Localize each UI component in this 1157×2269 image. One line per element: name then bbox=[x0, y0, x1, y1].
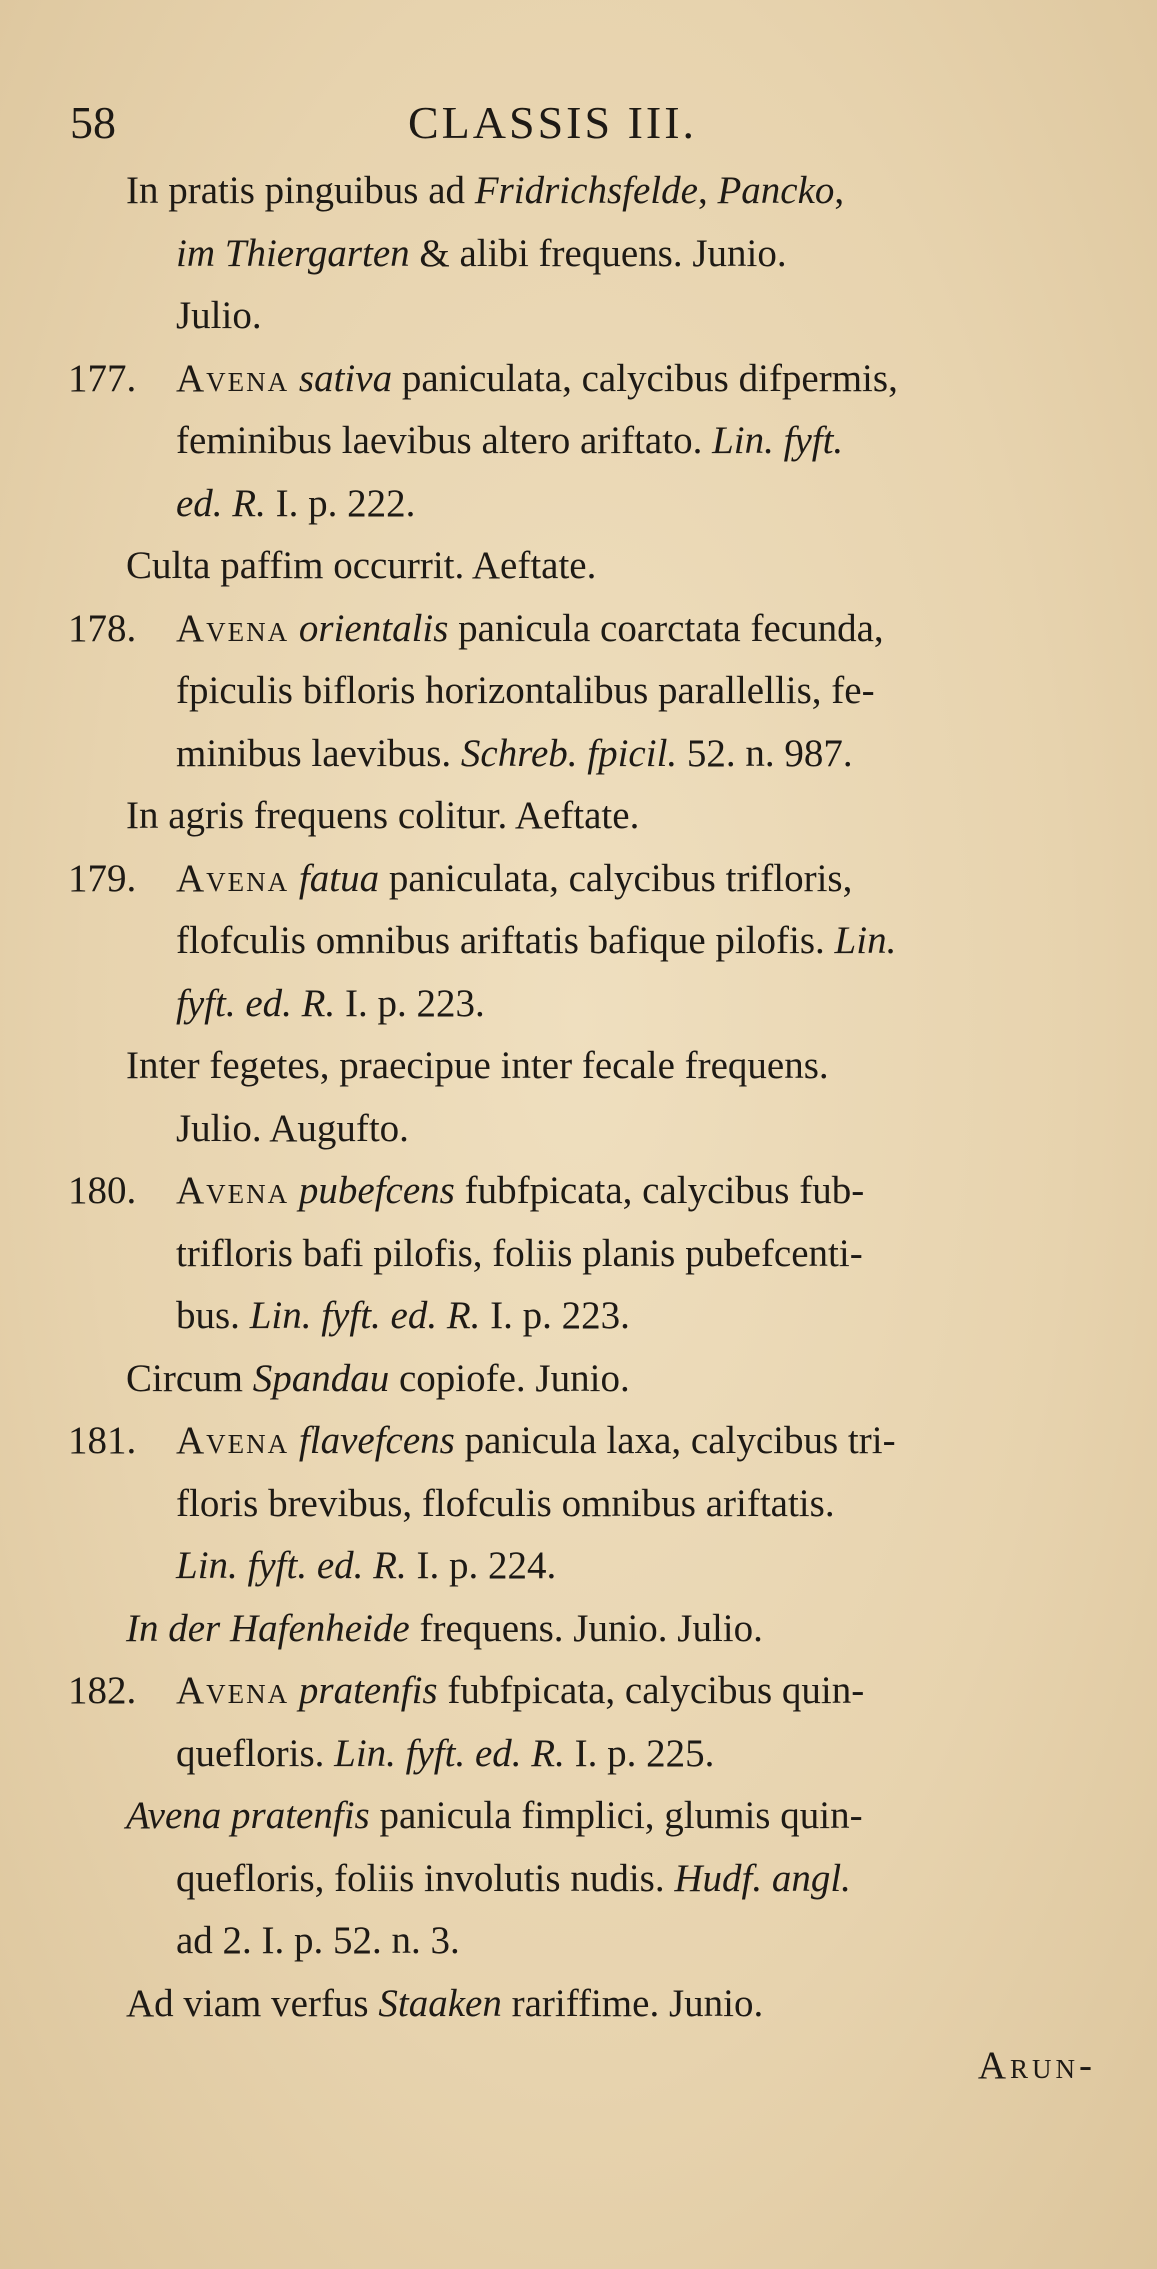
text-line: Avena orientalis panicula coarctata fecunda, bbox=[176, 606, 884, 650]
text-line: floris brevibus, flofculis omnibus ariftatis. bbox=[176, 1481, 835, 1525]
species-entry-181 bbox=[68, 1410, 1096, 1598]
text-line: minibus laevibus. Schreb. fpicil. 52. n. 987. bbox=[176, 731, 853, 775]
running-head: CLASSIS III. bbox=[408, 97, 698, 148]
text-line: ed. R. I. p. 222. bbox=[176, 481, 416, 525]
text-line: trifloris bafi pilofis, foliis planis pubefcenti- bbox=[176, 1231, 863, 1275]
synonym-line: Avena pratenfis panicula fimplici, glumis quin- bbox=[126, 1794, 863, 1837]
text-line: fpiculis bifloris horizontalibus parallellis, fe- bbox=[176, 669, 875, 712]
text-line: Julio. bbox=[176, 294, 262, 337]
page-number: 58 bbox=[70, 97, 116, 148]
habitat-line: In agris frequens colitur. Aeftate. bbox=[126, 794, 640, 837]
page-header bbox=[70, 96, 1070, 156]
body-text bbox=[68, 160, 1096, 2098]
text-line: bus. Lin. fyft. ed. R. I. p. 223. bbox=[176, 1294, 630, 1337]
habitat-line: Culta paffim occurrit. Aeftate. bbox=[126, 544, 597, 587]
species-entry-179 bbox=[68, 848, 1096, 1036]
species-entry-178 bbox=[68, 598, 1096, 786]
habitat-line: Julio. Augufto. bbox=[176, 1106, 409, 1150]
text-line: Avena flavefcens panicula laxa, calycibus tri- bbox=[176, 1419, 896, 1462]
habitat-line: Ad viam verfus Staaken rariffime. Junio. bbox=[126, 1981, 764, 2025]
synonym-line: quefloris, foliis involutis nudis. Hudf. angl. bbox=[176, 1856, 851, 1900]
text-line: im Thiergarten & alibi frequens. Junio. bbox=[176, 231, 787, 275]
entry-number: 177. bbox=[68, 356, 137, 400]
text-line: quefloris. Lin. fyft. ed. R. I. p. 225. bbox=[176, 1731, 715, 1775]
entry-number: 181. bbox=[68, 1419, 137, 1462]
synonym-line: ad 2. I. p. 52. n. 3. bbox=[176, 1919, 460, 1962]
entry-number: 179. bbox=[68, 856, 137, 900]
species-entry-182 bbox=[68, 1660, 1096, 1785]
text-line: Avena fatua paniculata, calycibus trifloris, bbox=[176, 856, 853, 900]
habitat-line: Circum Spandau copiofe. Junio. bbox=[126, 1356, 630, 1400]
text-line: Avena sativa paniculata, calycibus difpermis, bbox=[176, 356, 898, 400]
species-entry-177 bbox=[68, 348, 1096, 536]
text-line: Avena pratenfis fubfpicata, calycibus quin- bbox=[176, 1669, 865, 1712]
text-line: feminibus laevibus altero ariftato. Lin. fyft. bbox=[176, 419, 844, 462]
text-line: Lin. fyft. ed. R. I. p. 224. bbox=[176, 1544, 557, 1587]
text-line: flofculis omnibus ariftatis bafique pilofis. Lin. bbox=[176, 919, 897, 962]
text-line: In pratis pinguibus ad Fridrichsfelde, Pancko, bbox=[126, 169, 845, 212]
entry-number: 178. bbox=[68, 606, 137, 650]
catchword: Arun- bbox=[977, 2044, 1096, 2087]
entry-number: 180. bbox=[68, 1169, 137, 1212]
habitat-line: In der Hafenheide frequens. Junio. Julio. bbox=[126, 1606, 763, 1650]
entry-number: 182. bbox=[68, 1669, 137, 1712]
text-line: fyft. ed. R. I. p. 223. bbox=[176, 981, 485, 1025]
species-entry-180 bbox=[68, 1160, 1096, 1348]
habitat-line: Inter fegetes, praecipue inter fecale frequens. bbox=[126, 1044, 829, 1087]
text-line: Avena pubefcens fubfpicata, calycibus fub- bbox=[176, 1169, 865, 1212]
